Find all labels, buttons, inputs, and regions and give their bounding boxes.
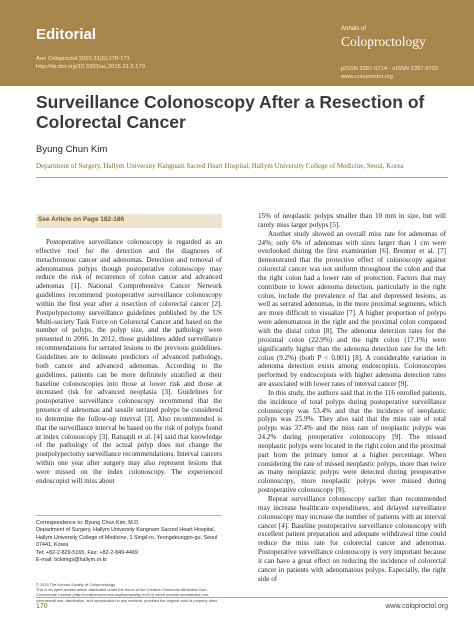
author-name: Byung Chun Kim <box>36 144 108 155</box>
issn-block <box>341 65 438 81</box>
journal-logo <box>335 8 474 86</box>
article-title: Surveillance Colonoscopy After a Resection of Colorectal Cancer <box>36 92 425 132</box>
correspondence-line: Correspondence to: Byung Chun Kim, M.D. <box>36 520 140 526</box>
see-article-box[interactable] <box>36 214 222 228</box>
header-banner <box>0 0 474 86</box>
footer-site-link[interactable]: www.coloproctol.org <box>385 603 448 610</box>
copyright-line: © 2015 The Korean Society of Coloproctology <box>36 582 116 587</box>
correspondence-email[interactable]: E-mail: bckimgs@hallym.or.kr <box>36 557 108 564</box>
correspondence-line: Tel: +82-2-829-5165, Fax: +82-2-849-4469 <box>36 549 138 556</box>
correspondence-block <box>36 520 222 564</box>
see-article-link[interactable]: See Article on Page 182-186 <box>38 216 125 223</box>
body-paragraph: Repeat surveillance colonoscopy earlier than recommended may increase healthcare expenditures, and delayed surveillance colonoscopy may increase the number of patients with an interval cancer [4]. Baseline postoperative surveillance colonoscopy with excellent patient preparation and adequate withdrawal time could reduce the miss rate for colorectal cancer and adenomas. Postoperative surveillance colonoscopy is very important because it can have a great effect on reducing the incidence of colorectal cancer in patients with adenomatous polyps. Especially, the right side of <box>258 495 446 583</box>
journal-name: Coloproctology <box>341 34 426 49</box>
author-affiliation: Department of Surgery, Hallym University Kangnam Sacred Heart Hospital, Hallym University College of Medicine, Seoul, Korea <box>36 162 404 170</box>
correspondence-divider <box>36 515 222 516</box>
citation: Ann Coloproctol 2015;31(5):170-171 <box>36 56 130 62</box>
citation-block <box>36 55 145 71</box>
correspondence-line: 07441, Korea <box>36 542 69 549</box>
copyright-block <box>36 582 222 603</box>
body-paragraph: 15% of neoplastic polyps smaller than 10 mm in size, but will rarely miss larger polyps [5]. <box>258 212 446 229</box>
license-text: This is an open-access article distributed under the terms of the Creative Commons Attribution Non-Commercial License (http://creativecommons.org/licenses/by-nc/3.0) which permits unrestricted non-commercial use, distribution, and reproduction in any medium, provided the original work is properly cited. <box>36 587 218 603</box>
correspondence-line: Hallym University College of Medicine, 1 Singil-ro, Yeongdeungpo-gu, Seoul <box>36 534 218 541</box>
doi-link[interactable]: http://dx.doi.org/10.3393/ac.2015.31.5.170 <box>36 64 145 70</box>
right-column <box>258 212 446 595</box>
body-paragraph: Postoperative surveillance colonoscopy is regarded as an effective tool for the detection and the diagnoses of metachronous cancer and adenomas. Detection and removal of adenomatous polyps though postoperative colonoscopy may reduce the risk of recurrence of colon cancer and advanced adenomas [1]. National Comprehensive Cancer Network guidelines recommend postoperative surveillance colonoscopy within the first year after a resection of colorectal cancer [2]. Postpolypectomy surveillance guidelines published by the US Multi-society Task Force on Colorectal Cancer and based on the number of polyps, the polyp size, and the pathology were presented in 2006. In 2012, those guidelines added surveillance recommendations for serrated lesions to the previous guidelines. Guidelines are to delineate predictors of advanced pathology, both cancer and advanced adenomas. According to the guidelines, patients can be more definitely stratified at their baseline colonoscopies into those at lower risk and those at increased risk for advanced neoplasia [3]. Guidelines for postoperative surveillance colonoscopy recommend that the presence of adenomas and sessile serrated polyps be considered to determine the follow-up interval [3]. Also recommended is that the surveillance interval be based on the risk of polyps found at index colonoscopy [3]. Ratuapli et al. [4] said that knowledge of the pathology of the actual polyp does not change the postpolypectomy surveillance recommendations. Interval cancers within one year after surgery may also represent lesions that were missed on the index colonoscopy. The experienced endoscopist will miss about <box>36 238 222 485</box>
left-column <box>36 238 222 511</box>
section-label: Editorial <box>36 26 97 43</box>
body-paragraph: In this study, the authors said that in the 116 enrolled patients, the incidence of total polyps during postoperative surveillance colonoscopy was 53.4% and that the incidence of neoplastic polyps was 25.9%. They also said that the miss rate of total polyps was 37.4% and the miss rate of neoplastic polyps was 24.2% during preoperative colonoscopy [9]. The missed neoplastic polyps were located in the right colon and the proximal part from the primary tumor at a higher percentage. When considering the rate of missed neoplastic polyps, more than twice as many neoplastic polyps were detected during preoperative colonoscopy, more neoplastic polyps were missed during postoperative colonoscopy [9]. <box>258 388 446 495</box>
journal-url[interactable]: www.coloproctol.org <box>341 74 393 80</box>
page-number: 170 <box>36 603 48 610</box>
issn: pISSN 2287-9714 · eISSN 2287-9722 <box>341 66 439 72</box>
body-paragraph: Another study showed an overall miss rate for adenomas of 24%; only 6% of adenomas with sizes larger than 1 cm were overlooked during the first examination [6]. Brenner et al. [7] demonstrated that the protective effect of colonoscopy against colorectal cancer was not uniform throughout the colon and that the right colon had a lower rate of protection. Factors that may contribute to lower adenoma detection, particularly in the right colon, include the prevalence of flat and depressed lesions, as well as serrated adenomas, in the more proximal segments, which are more difficult to visualize [7]. A higher proportion of polyps were adenomatous in the right and the proximal colon compared with the distal colon [8]. The adenoma detection rates for the proximal colon (22.9%) and the right colon (17.1%) were significantly higher than the adenoma detection rate for the left colon (9.2%) (both P < 0.001) [8]. A considerable variation in adenoma detection exists among endoscopists. Colonoscopies performed by endoscopists with higher adenoma detection rates are associated with lower rates of interval cancer [9]. <box>258 229 446 389</box>
footer-divider <box>36 597 448 598</box>
correspondence-line: Department of Surgery, Hallym University Kangnam Sacred Heart Hospital, <box>36 527 216 534</box>
journal-small-label: Annals of <box>341 26 367 32</box>
title-divider <box>36 177 448 178</box>
